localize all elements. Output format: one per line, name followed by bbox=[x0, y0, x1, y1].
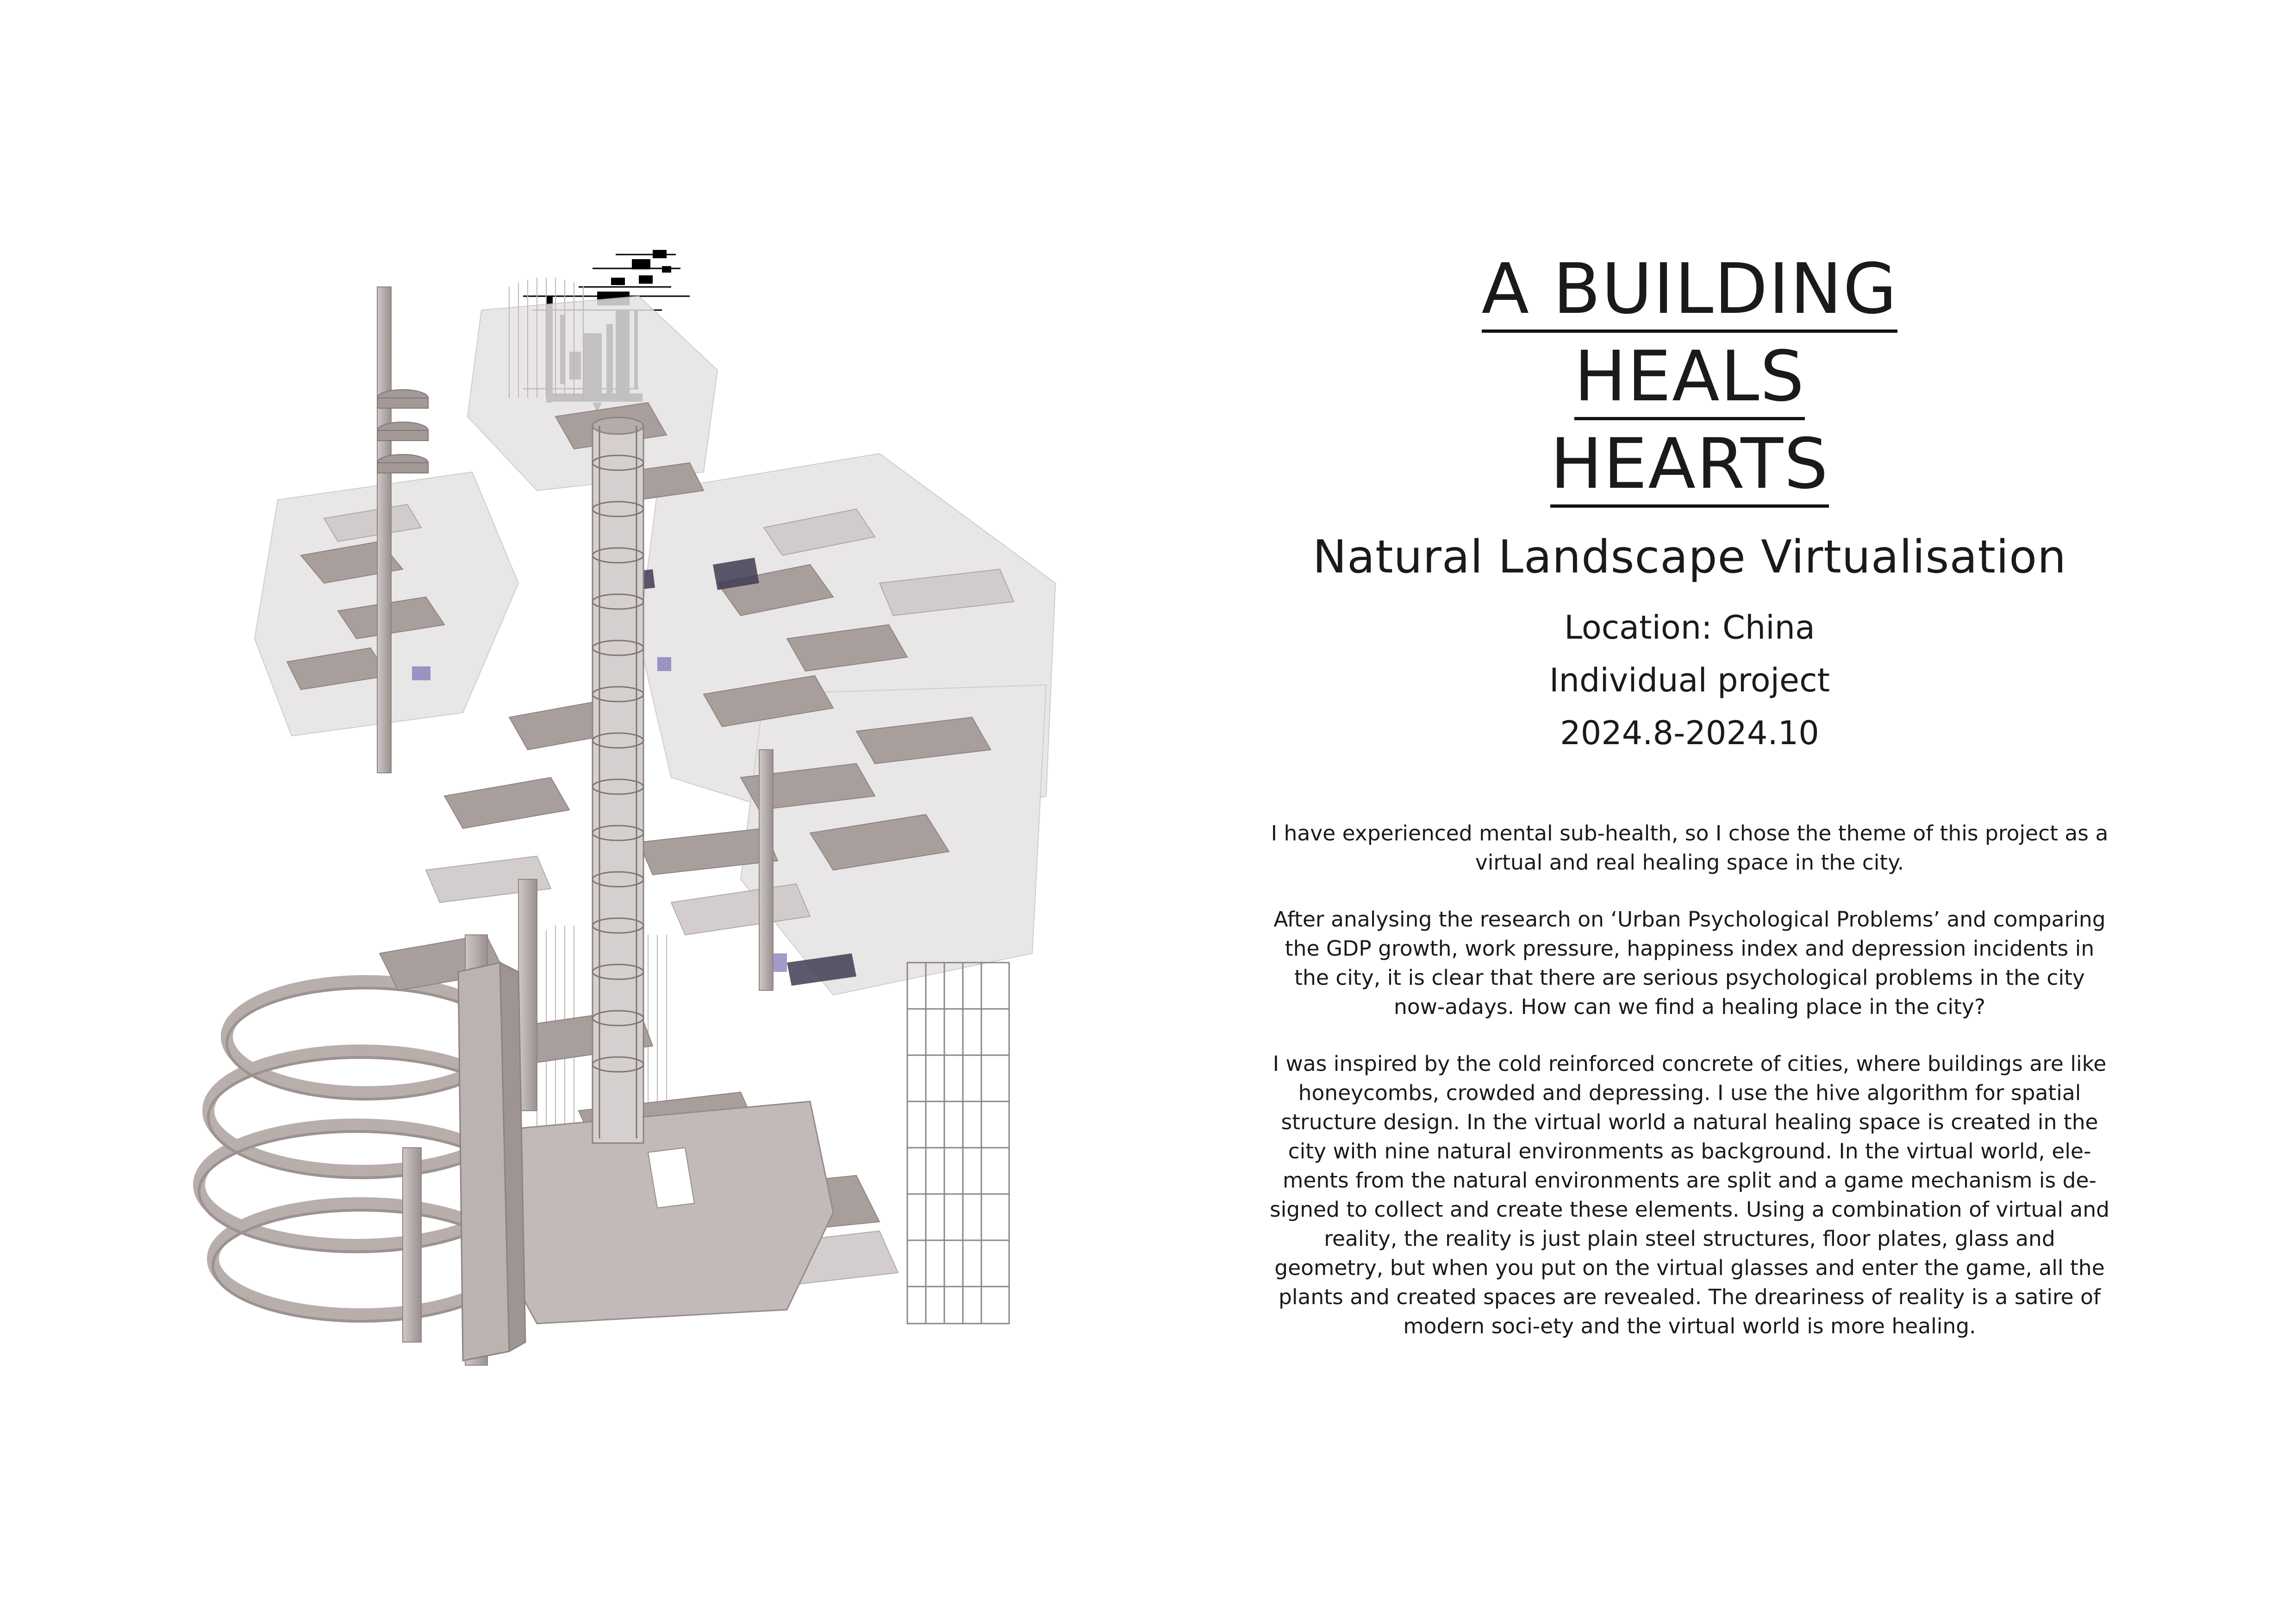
project-subtitle: Natural Landscape Virtualisation bbox=[1312, 531, 2067, 584]
title-line-1: A BUILDING bbox=[1482, 250, 1898, 333]
date-range-text: 2024.8-2024.10 bbox=[1560, 714, 1819, 752]
description-paragraph-2: After analysing the research on ‘Urban Psychological Problems’ and comparing the GDP growth, work pressure, happiness index and depression incidents in the city, it is clear that there are serious psychological problems in the city now-adays. How can we find a healing place in the city? bbox=[1273, 907, 2106, 1019]
project-meta bbox=[1268, 602, 2111, 759]
project-description bbox=[1268, 819, 2111, 1341]
axonometric-building-illustration bbox=[185, 231, 1065, 1398]
project-title bbox=[1268, 250, 2111, 512]
description-paragraph-1: I have experienced mental sub-health, so I chose the theme of this project as a virtual and real healing space in the city. bbox=[1271, 821, 2109, 875]
description-paragraph-3: I was inspired by the cold reinforced concrete of cities, where buildings are like honeycombs, crowded and depressing. I use the hive algorithm for spatial structure design. In the virtual world a natural healing space is created in the city with nine natural environments as background. In the virtual world, ele-ments from the natural environments are split and a game mechanism is de-signed to collect and create these elements. Using a combination of virtual and reality, the reality is just plain steel structures, floor plates, glass and geometry, but when you put on the virtual glasses and enter the game, all the plants and created spaces are revealed. The dreariness of reality is a satire of modern soci-ety and the virtual world is more healing. bbox=[1269, 1051, 2110, 1338]
project-type-text: Individual project bbox=[1549, 661, 1830, 699]
title-line-3: HEARTS bbox=[1550, 425, 1829, 508]
title-line-2: HEALS bbox=[1574, 337, 1805, 420]
project-text-column bbox=[1268, 231, 2111, 1368]
location-text: Location: China bbox=[1564, 609, 1815, 647]
